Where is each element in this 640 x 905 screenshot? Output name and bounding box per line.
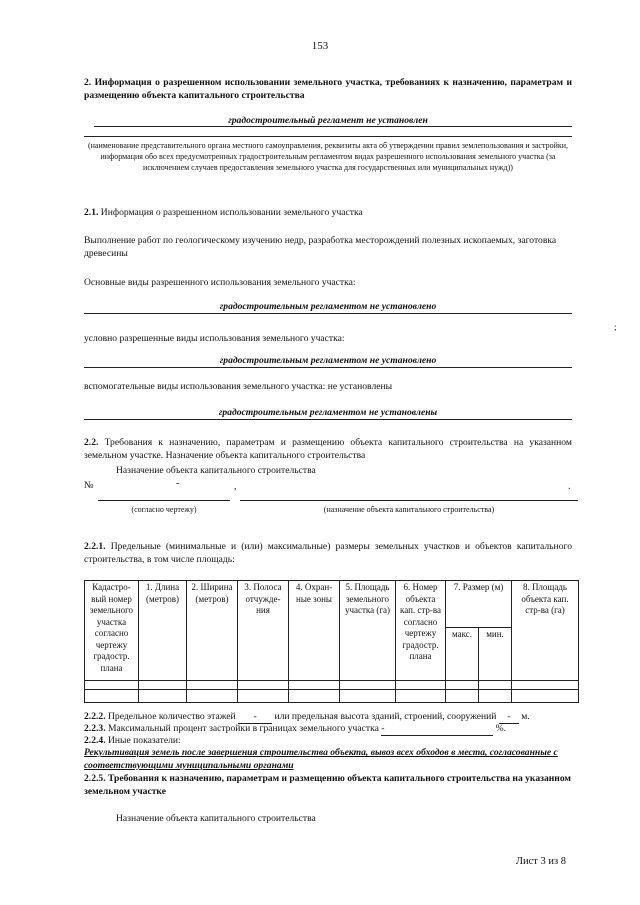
table-row (85, 681, 579, 690)
table-header-row (85, 581, 579, 628)
regulation-underline (94, 126, 572, 127)
floors-value: - (238, 710, 272, 724)
height-label: или предельная высота зданий, строений, сооружений (272, 711, 499, 722)
regulation-note: (наименование представительного органа местного самоуправления, реквизиты акта об утверждении правил землепользования и застройки, информация обо всех предусмотренных градостроительным регламентом видах разрешенного использования земельного участка (за исключением случаев предоставления земельного участка для государственных или муниципальных нужд)) (87, 141, 569, 172)
coverage-label: Максимальный процент застройки в границах земельного участка (105, 723, 382, 734)
conditional-use-value: градостроительным регламентом не установлено (219, 355, 437, 366)
caption-right: (назначение объекта капитального строительства) (323, 505, 495, 514)
stray-mark: ; (614, 322, 617, 332)
header-object-area: 8. Площадь объекта кап. стр-ва (га) (512, 581, 579, 681)
section-2-2-1-heading (84, 540, 572, 566)
auxiliary-use-value: градостроительным регламентом не установлены (218, 407, 438, 418)
number-comma: , (234, 481, 237, 492)
header-size: 7. Размер (м) (446, 581, 512, 628)
conditional-use-underline (84, 367, 572, 368)
end-dot: . (568, 481, 571, 492)
conditional-use-label: условно разрешенные виды использования земельного участка: (84, 333, 345, 344)
number-sign: № (84, 480, 94, 491)
section-2-2-3-number: 2.2.3. (84, 723, 106, 734)
main-use-value: градостроительным регламентом не установлено (219, 301, 437, 312)
section-2-2-heading (84, 436, 572, 462)
section-2-2-4-number: 2.2.4. (84, 735, 106, 746)
regulation-status: градостроительный регламент не установлен (228, 115, 428, 126)
number-underline (98, 500, 230, 501)
header-min: мин. (479, 628, 512, 681)
section-2-2-1-title: Предельные (минимальные и (или) максимальные) размеры земельных участков и объектов капитального строительства, в том числе площадь: (84, 541, 572, 565)
header-max: макс. (446, 628, 479, 681)
other-indicators-label: Иные показатели: (105, 735, 181, 746)
header-object-number: 6. Номер объекта кап. стр-ва согласно чертежу градостр. плана (396, 581, 446, 681)
main-use-label: Основные виды разрешенного использования земельного участка: (84, 277, 356, 288)
sheet-counter: Лист 3 из 8 (515, 856, 566, 867)
section-2-heading: 2. Информация о разрешенном использовании земельного участка, требованиях к назначению, параметрам и размещению объекта капитального строительства (84, 77, 572, 101)
page-number: 153 (311, 40, 329, 52)
purpose-underline (240, 500, 578, 501)
section-2-2-5-purpose-label: Назначение объекта капитального строительства (116, 813, 316, 824)
header-cadastral: Кадастро-вый номер земельного участка согласно чертежу градостр. плана (85, 581, 139, 681)
floors-label: Предельное количество этажей (105, 711, 239, 722)
section-2-2-2-number: 2.2.2. (84, 711, 106, 722)
section-2-2-5-heading: 2.2.5. Требования к назначению, параметрам и размещению объекта капитального строительства на указанном земельном участке (84, 773, 571, 797)
other-indicators-value: Рекультивация земель после завершения строительства объекта, вывоз всех обходов в места, согласованные с соответствующими муниципальными органами (84, 747, 558, 771)
auxiliary-use-underline (84, 419, 572, 420)
header-protected-zones: 4. Охран-ные зоны (289, 581, 340, 681)
table-row (85, 690, 579, 703)
caption-left: (согласно чертежу) (131, 505, 197, 514)
coverage-unit: %. (493, 723, 507, 734)
section-2-1-heading (84, 206, 572, 219)
height-value: - (499, 710, 519, 724)
number-dash: - (176, 478, 180, 489)
auxiliary-use-label: вспомогательные виды использования земельного участка: не установлены (84, 381, 393, 392)
section-2-1-title: Информация о разрешенном использовании земельного участка (98, 207, 363, 218)
header-plot-area: 5. Площадь земельного участка (га) (340, 581, 396, 681)
header-width: 2. Ширина (метров) (187, 581, 238, 681)
section-2-2-1-number: 2.2.1. (84, 541, 106, 552)
purpose-label: Назначение объекта капитального строительства (116, 465, 316, 476)
header-length: 1. Длина (метров) (139, 581, 187, 681)
main-use-underline (84, 313, 572, 314)
parameters-table (84, 580, 579, 703)
coverage-value: - (381, 722, 493, 736)
section-2-2-title: Требования к назначению, параметрам и размещению объекта капитального строительства на указанном земельном участке. Назначение объекта капитального строительства (84, 437, 572, 461)
height-unit: м. (518, 711, 530, 722)
header-strip: 3. Полоса отчужде-ния (238, 581, 289, 681)
divider-line (84, 136, 572, 137)
works-description: Выполнение работ по геологическому изучению недр, разработка месторождений полезных ископаемых, заготовка древесины (84, 235, 557, 259)
section-2-1-number: 2.1. (84, 207, 99, 218)
section-2-2-number: 2.2. (84, 437, 99, 448)
